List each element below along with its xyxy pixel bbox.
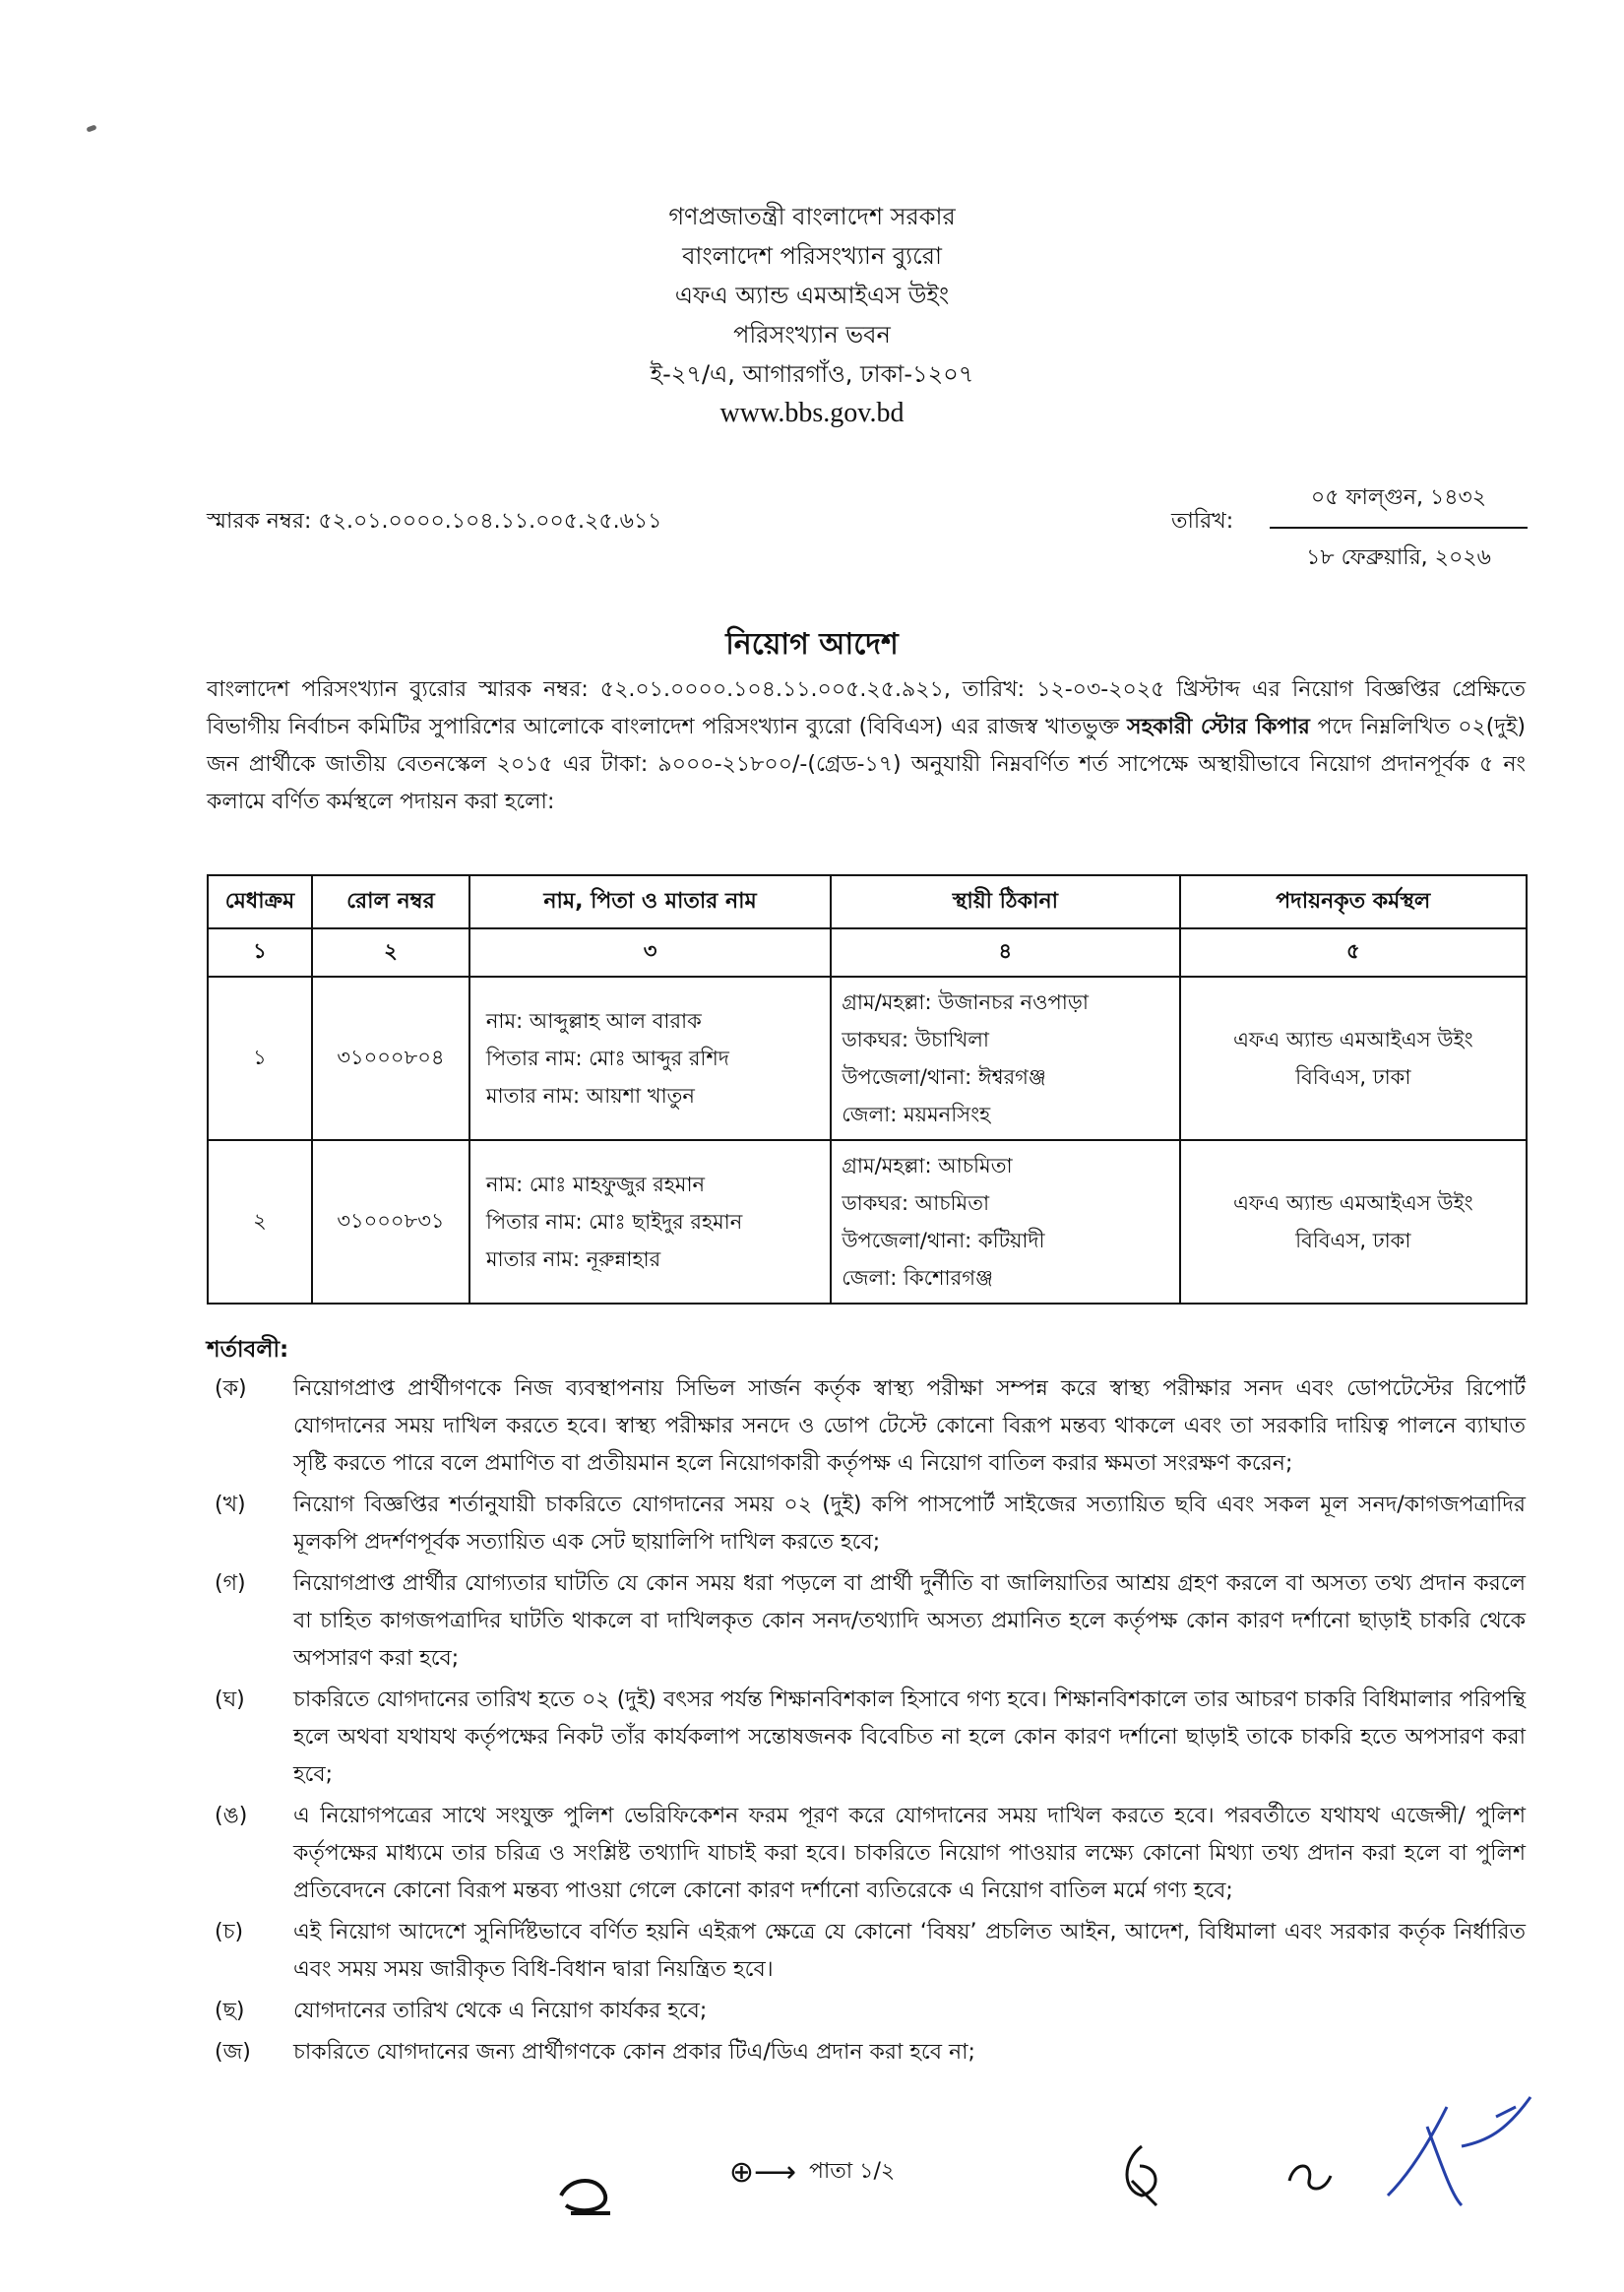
condition-label: (গ): [215, 1571, 246, 1596]
address-post-office: ডাকঘর: উচাখিলা: [842, 1028, 990, 1051]
header-line-1: গণপ্রজাতন্ত্রী বাংলাদেশ সরকার: [668, 203, 956, 230]
mother-name: মাতার নাম: আয়শা খাতুন: [485, 1084, 695, 1108]
mother-name: মাতার নাম: নূরুন্নাহার: [485, 1247, 661, 1271]
initial-mark-3: [1280, 2146, 1339, 2205]
website-link[interactable]: www.bbs.gov.bd: [719, 398, 905, 428]
posting-wing: এফএ অ্যান্ড এমআইএস উইং: [1232, 1028, 1473, 1051]
condition-item: [207, 1993, 1526, 2030]
condition-item: [207, 2034, 1526, 2071]
intro-part-2: পদে নিম্নলিখিত ০২(দুই) জন প্রার্থীকে জাতীয় বেতনস্কেল ২০১৫ এর টাকা: ৯০০০-২১৮০০/-(গ্রেড-১৭) অনুযায়ী নিম্নবর্ণিত শর্ত সাপেক্ষে অস্থায়ীভাবে নিয়োগ প্রদানপূর্বক ৫ নং কলামে বর্ণিত কর্মস্থলে পদায়ন করা হলো:: [207, 715, 1526, 814]
condition-text: নিয়োগ বিজ্ঞপ্তির শর্তানুযায়ী চাকরিতে যোগদানের সময় ০২ (দুই) কপি পাসপোর্ট সাইজের সত্যায়িত ছবি এবং সকল মূল সনদ/কাগজপত্রাদির মূলকপি প্রদর্শণপূর্বক সত্যায়িত এক সেট ছায়ালিপি দাখিল করতে হবে;: [293, 1493, 1526, 1555]
posting-cell: [1180, 1140, 1527, 1304]
intro-part-1: বাংলাদেশ পরিসংখ্যান ব্যুরোর স্মারক নম্বর: ৫২.০১.০০০০.১০৪.১১.০০৫.২৫.৯২১, তারিখ: ১২-০৩-২০২৫ খ্রিস্টাব্দ এর নিয়োগ বিজ্ঞপ্তির প্রেক্ষিতে বিভাগীয় নির্বাচন কমিটির সুপারিশের আলোকে বাংলাদেশ পরিসংখ্যান ব্যুরো (বিবিএস) এর রাজস্ব খাতভুক্ত: [207, 677, 1526, 739]
father-name: পিতার নাম: মোঃ ছাইদুর রহমান: [485, 1210, 743, 1234]
condition-label: (ক): [215, 1376, 247, 1401]
col-header-posting: পদায়নকৃত কর্মস্থল: [1180, 875, 1527, 928]
header-line-3: এফএ অ্যান্ড এমআইএস উইং: [674, 282, 950, 309]
candidate-name: নাম: আব্দুল্লাহ আল বারাক: [485, 1009, 702, 1033]
address-village: গ্রাম/মহল্লা: উজানচর নওপাড়া: [842, 990, 1089, 1014]
conditions-list: [207, 1370, 1526, 2075]
posting-office: বিবিএস, ঢাকা: [1295, 1229, 1411, 1252]
condition-text: নিয়োগপ্রাপ্ত প্রার্থীগণকে নিজ ব্যবস্থাপনায় সিভিল সার্জন কর্তৃক স্বাস্থ্য পরীক্ষা সম্পন্ন করে স্বাস্থ্য পরীক্ষার সনদ এবং ডোপটেস্টের রিপোর্ট যোগদানের সময় দাখিল করতে হবে। স্বাস্থ্য পরীক্ষার সনদে ও ডোপ টেস্টে কোনো বিরূপ মন্তব্য থাকলে এবং তা সরকারি দায়িত্ব পালনে ব্যাঘাত সৃষ্টি করতে পারে বলে প্রমাণিত বা প্রতীয়মান হলে নিয়োগকারী কর্তৃপক্ষ এ নিয়োগ বাতিল করার ক্ষমতা সংরক্ষণ করেন;: [293, 1376, 1526, 1476]
col-header-name: নাম, পিতা ও মাতার নাম: [469, 875, 831, 928]
address-district: জেলা: কিশোরগঞ্জ: [842, 1266, 993, 1290]
date-bangla: ০৫ ফাল্গুন, ১৪৩২: [1270, 480, 1528, 529]
address-post-office: ডাকঘর: আচমিতা: [842, 1191, 990, 1215]
col-number: ৪: [831, 928, 1179, 977]
condition-text: যোগদানের তারিখ থেকে এ নিয়োগ কার্যকর হবে;: [293, 1999, 708, 2023]
office-header: [531, 197, 1093, 433]
condition-item: [207, 1565, 1526, 1678]
col-header-merit: মেধাক্রম: [208, 875, 312, 928]
initial-mark-1: [551, 2166, 620, 2225]
condition-label: (খ): [215, 1493, 246, 1517]
posting-cell: [1180, 977, 1527, 1140]
table-row: [208, 977, 1527, 1140]
header-line-5: ই-২৭/এ, আগারগাঁও, ঢাকা-১২০৭: [650, 360, 974, 388]
table-header-row: [208, 875, 1527, 928]
candidate-name: নাম: মোঃ মাহফুজুর রহমান: [485, 1173, 706, 1196]
scan-mark: [86, 124, 96, 132]
address-upazila: উপজেলা/থানা: ঈশ্বরগঞ্জ: [842, 1065, 1046, 1089]
names-cell: [469, 977, 831, 1140]
column-number-row: [208, 928, 1527, 977]
condition-label: (জ): [215, 2040, 251, 2065]
condition-item: [207, 1798, 1526, 1910]
names-cell: [469, 1140, 831, 1304]
table-row: [208, 1140, 1527, 1304]
condition-text: নিয়োগপ্রাপ্ত প্রার্থীর যোগ্যতার ঘাটতি যে কোন সময় ধরা পড়লে বা প্রার্থী দুর্নীতি বা জালিয়াতির আশ্রয় গ্রহণ করলে বা অসত্য তথ্য প্রদান করলে বা চাহিত কাগজপত্রাদির ঘাটতি থাকলে বা দাখিলকৃত কোন সনদ/তথ্যাদি অসত্য প্রমানিত হলে কর্তৃপক্ষ কোন কারণ দর্শানো ছাড়াই চাকরি থেকে অপসারণ করা হবে;: [293, 1571, 1526, 1671]
condition-text: এ নিয়োগপত্রের সাথে সংযুক্ত পুলিশ ভেরিফিকেশন ফরম পূরণ করে যোগদানের সময় দাখিল করতে হবে। পরবর্তীতে যথাযথ এজেন্সী/ পুলিশ কর্তৃপক্ষের মাধ্যমে তার চরিত্র ও সংশ্লিষ্ট তথ্যাদি যাচাই করা হবে। চাকরিতে নিয়োগ পাওয়ার লক্ষ্যে কোনো মিথ্যা তথ্য প্রদান করা হলে বা পুলিশ প্রতিবেদনে কোনো বিরূপ মন্তব্য পাওয়া গেলে কোনো কারণ দর্শানো ব্যতিরেকে এ নিয়োগ বাতিল মর্মে গণ্য হবে;: [293, 1804, 1526, 1903]
col-number: ১: [208, 928, 312, 977]
address-district: জেলা: ময়মনসিংহ: [842, 1103, 991, 1126]
appointment-table: [207, 874, 1528, 1305]
address-upazila: উপজেলা/থানা: কটিয়াদী: [842, 1229, 1045, 1252]
address-cell: [831, 977, 1179, 1140]
post-name: সহকারী স্টোর কিপার: [1127, 715, 1310, 739]
col-number: ২: [312, 928, 469, 977]
condition-label: (ছ): [215, 1999, 245, 2023]
col-header-address: স্থায়ী ঠিকানা: [831, 875, 1179, 928]
memo-number: স্মারক নম্বর: ৫২.০১.০০০০.১০৪.১১.০০৫.২৫.৬১১: [207, 509, 662, 534]
merit-cell: ১: [208, 977, 312, 1140]
intro-paragraph: [207, 671, 1526, 821]
roll-cell: ৩১০০০৮৩১: [312, 1140, 469, 1304]
condition-item: [207, 1370, 1526, 1483]
roll-cell: ৩১০০০৮০৪: [312, 977, 469, 1140]
initial-mark-2: [1112, 2136, 1171, 2215]
condition-label: (চ): [215, 1920, 244, 1944]
condition-text: এই নিয়োগ আদেশে সুনির্দিষ্টভাবে বর্ণিত হয়নি এইরূপ ক্ষেত্রে যে কোনো ‘বিষয়’ প্রচলিত আইন, আদেশ, বিধিমালা এবং সরকার কর্তৃক নির্ধারিত এবং সময় সময় জারীকৃত বিধি-বিধান দ্বারা নিয়ন্ত্রিত হবে।: [293, 1920, 1526, 1982]
address-village: গ্রাম/মহল্লা: আচমিতা: [842, 1154, 1013, 1178]
address-cell: [831, 1140, 1179, 1304]
condition-item: [207, 1914, 1526, 1989]
condition-item: [207, 1487, 1526, 1561]
arrow-mark-icon: ⊕⟶: [728, 2155, 796, 2190]
header-line-4: পরিসংখ্যান ভবন: [733, 321, 891, 349]
condition-item: [207, 1682, 1526, 1794]
date-block: [1270, 480, 1528, 577]
posting-office: বিবিএস, ঢাকা: [1295, 1065, 1411, 1089]
date-label: তারিখ:: [1171, 509, 1234, 534]
date-gregorian: ১৮ ফেব্রুয়ারি, ২০২৬: [1306, 545, 1491, 570]
col-number: ৫: [1180, 928, 1527, 977]
condition-label: (ঙ): [215, 1804, 248, 1828]
document-title: নিয়োগ আদেশ: [725, 627, 899, 662]
condition-text: চাকরিতে যোগদানের তারিখ হতে ০২ (দুই) বৎসর পর্যন্ত শিক্ষানবিশকাল হিসাবে গণ্য হবে। শিক্ষানবিশকালে তার আচরণ চাকরি বিধিমালার পরিপন্থি হলে অথবা যথাযথ কর্তৃপক্ষের নিকট তাঁর কার্যকলাপ সন্তোষজনক বিবেচিত না হলে কোন কারণ দর্শানো ছাড়াই তাকে চাকরি হতে অপসারণ করা হবে;: [293, 1687, 1526, 1787]
condition-label: (ঘ): [215, 1687, 245, 1712]
posting-wing: এফএ অ্যান্ড এমআইএস উইং: [1232, 1191, 1473, 1215]
father-name: পিতার নাম: মোঃ আব্দুর রশিদ: [485, 1047, 729, 1070]
conditions-heading: শর্তাবলী:: [207, 1337, 289, 1363]
header-line-2: বাংলাদেশ পরিসংখ্যান ব্যুরো: [682, 242, 942, 270]
page-number: পাতা ১/২: [808, 2159, 896, 2184]
col-number: ৩: [469, 928, 831, 977]
signature-mark: [1368, 2087, 1545, 2235]
condition-text: চাকরিতে যোগদানের জন্য প্রার্থীগণকে কোন প্রকার টিএ/ডিএ প্রদান করা হবে না;: [293, 2040, 975, 2065]
col-header-roll: রোল নম্বর: [312, 875, 469, 928]
merit-cell: ২: [208, 1140, 312, 1304]
